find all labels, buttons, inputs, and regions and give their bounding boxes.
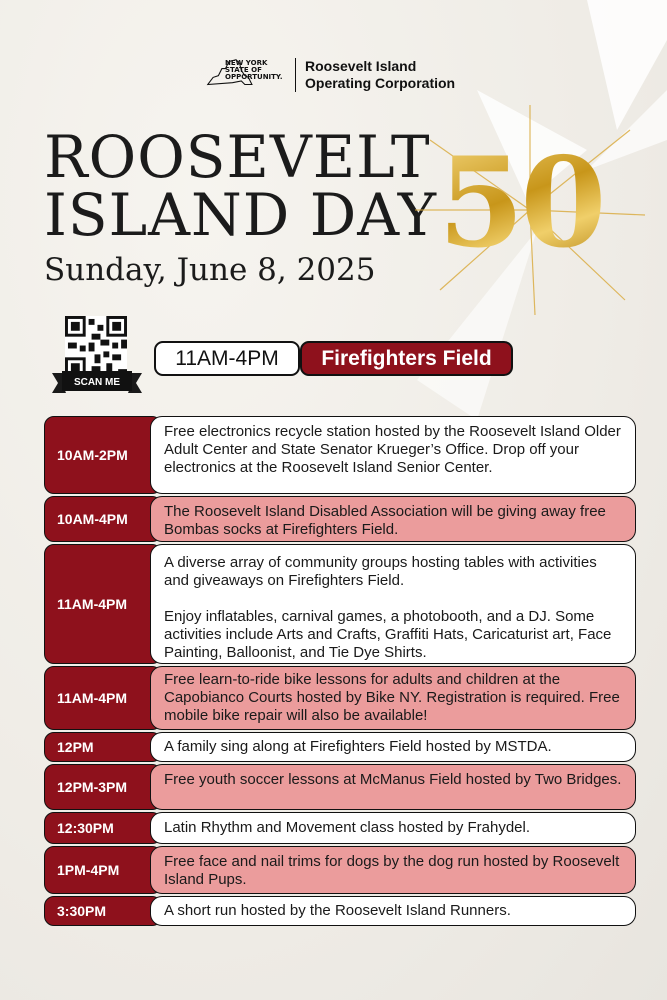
schedule-description — [150, 666, 636, 730]
schedule-description-text: Latin Rhythm and Movement class hosted by Frahydel. — [164, 819, 531, 836]
scan-me-label: SCAN ME — [73, 377, 121, 388]
schedule-description — [150, 416, 636, 494]
schedule-time: 12:30PM — [44, 812, 162, 844]
schedule-description-text: Enjoy inflatables, carnival games, a photobooth, and a DJ. Some activities include Arts and Crafts, Graffiti Hats, Caricaturist art, Face Painting, Balloonist, and Tie Dye Shirts. — [164, 608, 612, 661]
schedule-row — [44, 496, 636, 542]
schedule-description — [150, 846, 636, 894]
schedule-description — [150, 496, 636, 542]
schedule-description — [150, 732, 636, 762]
org-name-line1: Roosevelt Island — [305, 58, 417, 74]
schedule-description — [150, 896, 636, 926]
schedule-description-text: Free electronics recycle station hosted by the Roosevelt Island Older Adult Center and State Senator Krueger’s Office. Drop off your electronics at the Roosevelt Island Senior Center. — [164, 423, 621, 476]
org-name-line2: Operating Corporation — [305, 75, 456, 91]
schedule-time: 10AM-2PM — [44, 416, 162, 494]
rioc-logo — [205, 56, 470, 96]
org-name — [305, 58, 455, 92]
qr-code[interactable] — [65, 316, 127, 378]
schedule-row — [44, 764, 636, 810]
schedule-row — [44, 846, 636, 894]
schedule-description — [150, 544, 636, 664]
schedule-row — [44, 544, 636, 664]
title-line1: ROOSEVELT — [44, 123, 431, 191]
event-date: Sunday, June 8, 2025 — [44, 252, 376, 288]
state-logo-text: NEW YORK STATE OF OPPORTUNITY. — [225, 59, 283, 81]
schedule-time: 11AM-4PM — [44, 666, 162, 730]
schedule-time: 1PM-4PM — [44, 846, 162, 894]
title-line2: ISLAND DAY — [44, 181, 438, 249]
schedule-time: 11AM-4PM — [44, 544, 162, 664]
schedule-time: 12PM-3PM — [44, 764, 162, 810]
schedule-row — [44, 666, 636, 730]
schedule-description — [150, 764, 636, 810]
schedule-row — [44, 732, 636, 762]
schedule-row — [44, 812, 636, 844]
schedule-row — [44, 896, 636, 926]
schedule-description-text: The Roosevelt Island Disabled Association will be giving away free Bombas socks at Firefighters Field. — [164, 503, 606, 538]
event-hours-pill: 11AM-4PM — [154, 341, 300, 376]
schedule-row — [44, 416, 636, 494]
event-location-pill: Firefighters Field — [300, 341, 513, 376]
schedule-description-text: A family sing along at Firefighters Field hosted by MSTDA. — [164, 738, 552, 755]
schedule-time: 12PM — [44, 732, 162, 762]
schedule-description-text: A diverse array of community groups hosting tables with activities and giveaways on Firefighters Field. — [164, 554, 597, 589]
schedule-description-text: Free learn-to-ride bike lessons for adults and children at the Capobianco Courts hosted by Bike NY. Registration is required. Free mobile bike repair will also be available! — [164, 671, 620, 724]
logo-divider — [295, 58, 296, 92]
schedule-description-text: A short run hosted by the Roosevelt Island Runners. — [164, 902, 511, 919]
schedule-time: 3:30PM — [44, 896, 162, 926]
schedule-description-text: Free face and nail trims for dogs by the dog run hosted by Roosevelt Island Pups. — [164, 853, 620, 888]
schedule-description-text: Free youth soccer lessons at McManus Field hosted by Two Bridges. — [164, 771, 622, 788]
schedule-time: 10AM-4PM — [44, 496, 162, 542]
fiftieth-anniversary-badge: 50 — [438, 131, 603, 276]
event-title — [44, 123, 438, 249]
schedule-description — [150, 812, 636, 844]
